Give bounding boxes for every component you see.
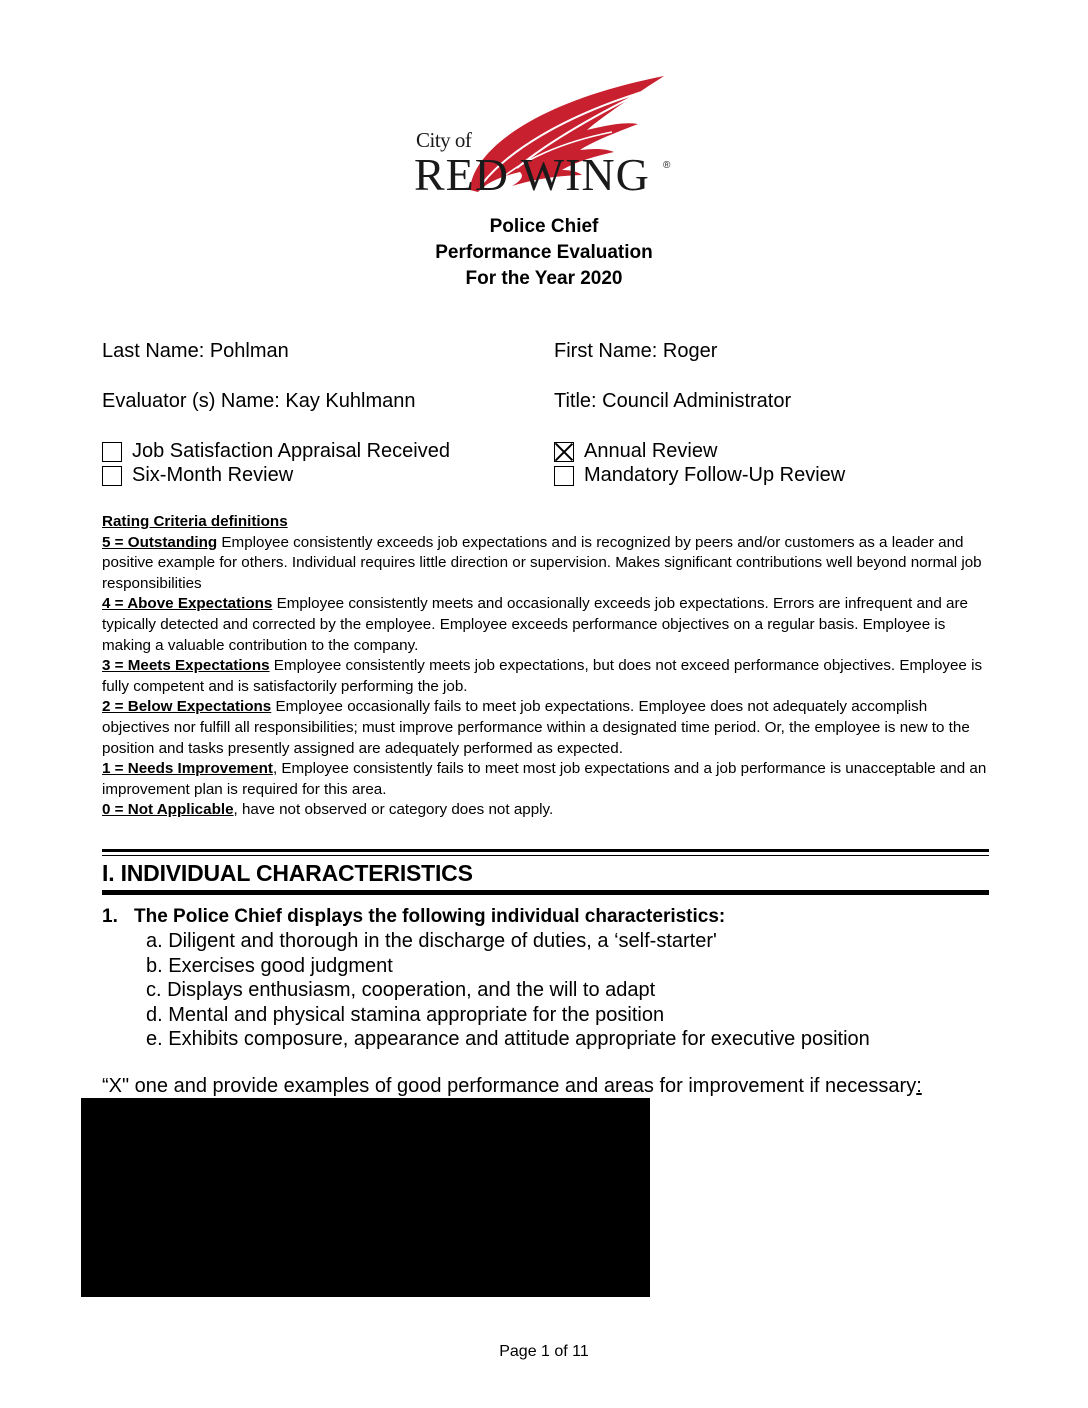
checkbox-label: Six-Month Review: [132, 464, 294, 486]
criteria-term: 2 = Below Expectations: [102, 698, 272, 716]
question-number: 1.: [102, 906, 118, 927]
checkbox-annual-review[interactable]: [554, 440, 717, 463]
instruction-end: :: [916, 1075, 922, 1097]
question-text: The Police Chief displays the following individual characteristics:: [134, 906, 726, 927]
criteria-term: 4 = Above Expectations: [102, 595, 273, 613]
criteria-term: 5 = Outstanding: [102, 533, 218, 551]
instruction-main: “X" one and provide examples of good performance and areas for improvement if necessary: [102, 1075, 917, 1097]
criteria-term: 1 = Needs Improvement: [102, 760, 273, 778]
checkbox-six-month-review[interactable]: [102, 464, 293, 487]
checkbox-label: Annual Review: [584, 440, 718, 462]
question-heading: [102, 906, 725, 928]
criteria-text: Employee consistently exceeds job expectations and is recognized by peers and/or customers as a leader and positive example for others. Individual requires little direction or supervision. Makes significant contributions well beyond normal job responsibilities: [102, 533, 982, 592]
criteria-text: Employee consistently meets and occasionally exceeds job expectations. Errors are infrequent and are typically detected and corrected by the employee. Employee exceeds performance objectives on a regular basis. Employee is making a valuable contribution to the company.: [102, 595, 968, 654]
checkbox-label: Job Satisfaction Appraisal Received: [132, 440, 450, 462]
checkbox-job-satisfaction[interactable]: [102, 440, 450, 463]
evaluator-name-field: Evaluator (s) Name: Kay Kuhlmann: [102, 390, 416, 412]
list-item: b. Exercises good judgment: [146, 954, 393, 977]
criteria-text: Employee consistently meets job expectations, but does not exceed performance objectives. Employee is fully competent and is satisfactorily performing the job.: [102, 657, 983, 695]
criteria-item: [102, 656, 992, 697]
checkbox-box[interactable]: [102, 466, 122, 486]
rating-criteria: [102, 512, 992, 821]
checkbox-box[interactable]: [102, 442, 122, 462]
logo-name-text: RED WING: [414, 149, 650, 200]
checkbox-label: Mandatory Follow-Up Review: [584, 464, 846, 486]
registered-mark: ®: [663, 160, 671, 171]
characteristics-list: [146, 929, 870, 1052]
criteria-text: , Employee consistently fails to meet most job expectations and a job performance is unacceptable and an improvement plan is required for this area.: [102, 760, 987, 798]
checkbox-box-checked[interactable]: [554, 442, 574, 462]
title-field: Title: Council Administrator: [554, 390, 792, 412]
page-number: Page 1 of 11: [499, 1343, 589, 1360]
doc-title-line1: Police Chief: [489, 216, 599, 237]
last-name-field: Last Name: Pohlman: [102, 340, 289, 362]
section-top-rule-thick: [102, 849, 989, 852]
criteria-term: 3 = Meets Expectations: [102, 657, 270, 675]
checkbox-box[interactable]: [554, 466, 574, 486]
criteria-text: , have not observed or category does not apply.: [233, 801, 554, 819]
criteria-text: Employee occasionally fails to meet job expectations. Employee does not adequately accomplish objectives nor fulfill all responsibilities; must improve performance within a designated time period. Or, the employee is new to the position and tasks presently assigned are adequately performed as expected.: [102, 698, 970, 757]
criteria-item: [102, 800, 992, 821]
first-name-field: First Name: Roger: [554, 340, 718, 362]
criteria-item: [102, 533, 992, 595]
criteria-item: [102, 759, 992, 800]
section-top-rule-thin: [102, 855, 989, 856]
doc-title-line2: Performance Evaluation: [435, 242, 653, 263]
doc-title-line3: For the Year 2020: [465, 268, 623, 289]
list-item: a. Diligent and thorough in the discharge of duties, a ‘self-starter': [146, 930, 717, 952]
list-item: d. Mental and physical stamina appropriate for the position: [146, 1003, 665, 1026]
criteria-item: [102, 697, 992, 759]
logo-city-text: City of: [416, 128, 472, 152]
section-bottom-rule: [102, 890, 989, 895]
city-logo: [412, 72, 676, 200]
section-title: I. INDIVIDUAL CHARACTERISTICS: [102, 860, 473, 886]
criteria-item: [102, 594, 992, 656]
list-item: c. Displays enthusiasm, cooperation, and the will to adapt: [146, 979, 656, 1002]
instruction-text: [102, 1075, 922, 1098]
redacted-block: [81, 1098, 650, 1297]
criteria-term: 0 = Not Applicable: [102, 801, 234, 819]
checkbox-mandatory-follow-up[interactable]: [554, 464, 845, 487]
rating-criteria-title: Rating Criteria definitions: [102, 513, 288, 530]
list-item: e. Exhibits composure, appearance and attitude appropriate for executive position: [146, 1028, 870, 1051]
